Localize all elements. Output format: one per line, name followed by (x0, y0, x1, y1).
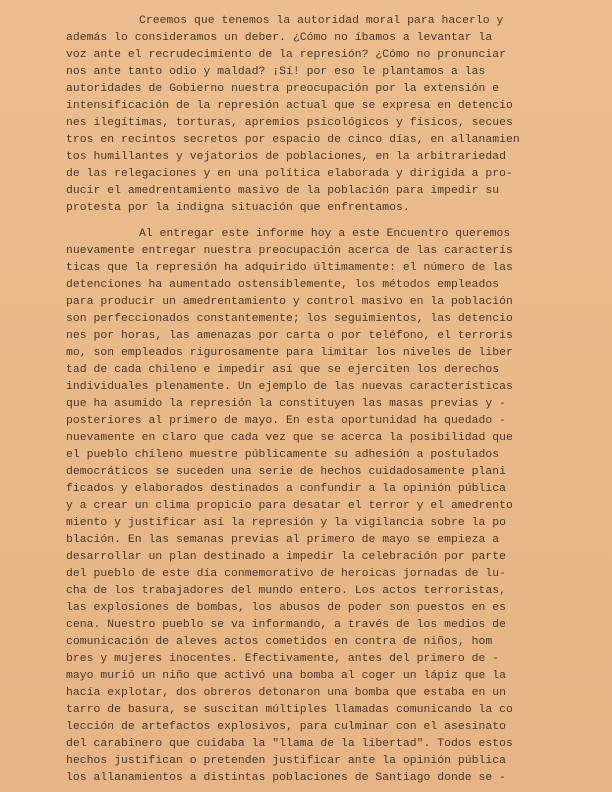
text-line: son perfeccionados constantemente; los seguimientos, las detencio (66, 313, 513, 325)
text-line: además lo consideramos un deber. ¿Cómo no íbamos a levantar la (66, 32, 493, 44)
text-line: intensificación de la represión actual que se expresa en detencio (66, 100, 513, 112)
text-line: cha de los trabajadores del mundo entero. Los actos terroristas, (66, 585, 507, 597)
text-line: nos ante tanto odio y maldad? ¡Sí! por eso le plantamos a las (66, 66, 486, 78)
text-line: nuevamente entregar nuestra preocupación acerca de las caracterís (66, 245, 513, 257)
text-line: nuevamente en claro que cada vez que se acerca la posibilidad que (66, 432, 513, 444)
text-line: ticas que la represión ha adquirido últimamente: el número de las (66, 262, 513, 274)
text-line: hechos justifican o pretenden justificar ante la opinión pública (66, 755, 507, 767)
text-line: Al entregar este informe hoy a este Encuentro queremos (139, 228, 511, 240)
text-line: protesta por la indigna situación que enfrentamos. (66, 202, 410, 214)
text-line: para producir un amedrentamiento y control masivo en la población (66, 296, 513, 308)
text-line: ducir el amedrentamiento masivo de la población para impedir su (66, 185, 500, 197)
text-line: tad de cada chileno e impedir así que se ejerciten los derechos (66, 364, 500, 376)
text-line: de las relegaciones y en una política elaborada y dirigida a pro- (66, 168, 513, 180)
text-line: posteriores al primero de mayo. En esta oportunidad ha quedado - (66, 415, 507, 427)
text-line: mo, son empleados rigurosamente para limitar los niveles de liber (66, 347, 513, 359)
text-line: el pueblo chileno muestre públicamente su adhesión a postulados (66, 449, 500, 461)
text-line: hacía explotar, dos obreros detonaron una bomba que estaba en un (66, 687, 507, 699)
text-line: y a crear un clima propicio para desatar el terror y el amedrento (66, 500, 513, 512)
text-line: detenciones ha aumentado ostensiblemente, los métodos empleados (66, 279, 500, 291)
text-line: bres y mujeres inocentes. Efectivamente, antes del primero de - (66, 653, 500, 665)
text-line: cena. Nuestro pueblo se va informando, a través de los medios de (66, 619, 507, 631)
text-line: miento y justificar así la represión y la vigilancia sobre la po (66, 517, 507, 529)
text-line: comunicación de aleves actos cometidos en contra de niños, hom (66, 636, 493, 648)
text-line: democráticos se suceden una serie de hechos cuidadosamente plani (66, 466, 507, 478)
text-line: los allanamientos a distintas poblaciones de Santiago donde se - (66, 772, 507, 784)
text-line: nes ilegítimas, torturas, apremios psicológicos y físicos, secues (66, 117, 513, 129)
text-line: lección de artefactos explosivos, para culminar con el asesinato (66, 721, 507, 733)
text-line: del carabinero que cuidaba la "llama de la libertad". Todos estos (66, 738, 513, 750)
text-line: mayo murió un niño que activó una bomba al coger un lápiz que la (66, 670, 507, 682)
text-line: ficados y elaborados destinados a confundir a la opinión pública (66, 483, 507, 495)
text-line: que ha asumido la represión la constituyen las masas previas y - (66, 398, 507, 410)
text-line: tos humillantes y vejatorios de poblaciones, en la arbitrariedad (66, 151, 507, 163)
text-line: blación. En las semanas previas al primero de mayo se empieza a (66, 534, 500, 546)
text-line: las explosiones de bombas, los abusos de poder son puestos en es (66, 602, 507, 614)
text-line: tros en recintos secretos por espacio de cinco días, en allanamien (66, 134, 520, 146)
text-line: voz ante el recrudecimiento de la represión? ¿Cómo no pronunciar (66, 49, 507, 61)
text-line: desarrollar un plan destinado a impedir la celebración por parte (66, 551, 507, 563)
text-line: individuales plenamente. Un ejemplo de las nuevas características (66, 381, 513, 393)
text-line: del pueblo de este día conmemorativo de heroicas jornadas de lu- (66, 568, 507, 580)
text-line: nes por horas, las amenazas por carta o por teléfono, el terroris (66, 330, 513, 342)
text-line: tarro de basura, se suscitan múltiples llamadas comunicando la co (66, 704, 513, 716)
text-line: autoridades de Gobierno nuestra preocupación por la extensión e (66, 83, 500, 95)
text-line: Creemos que tenemos la autoridad moral para hacerlo y (139, 15, 504, 27)
